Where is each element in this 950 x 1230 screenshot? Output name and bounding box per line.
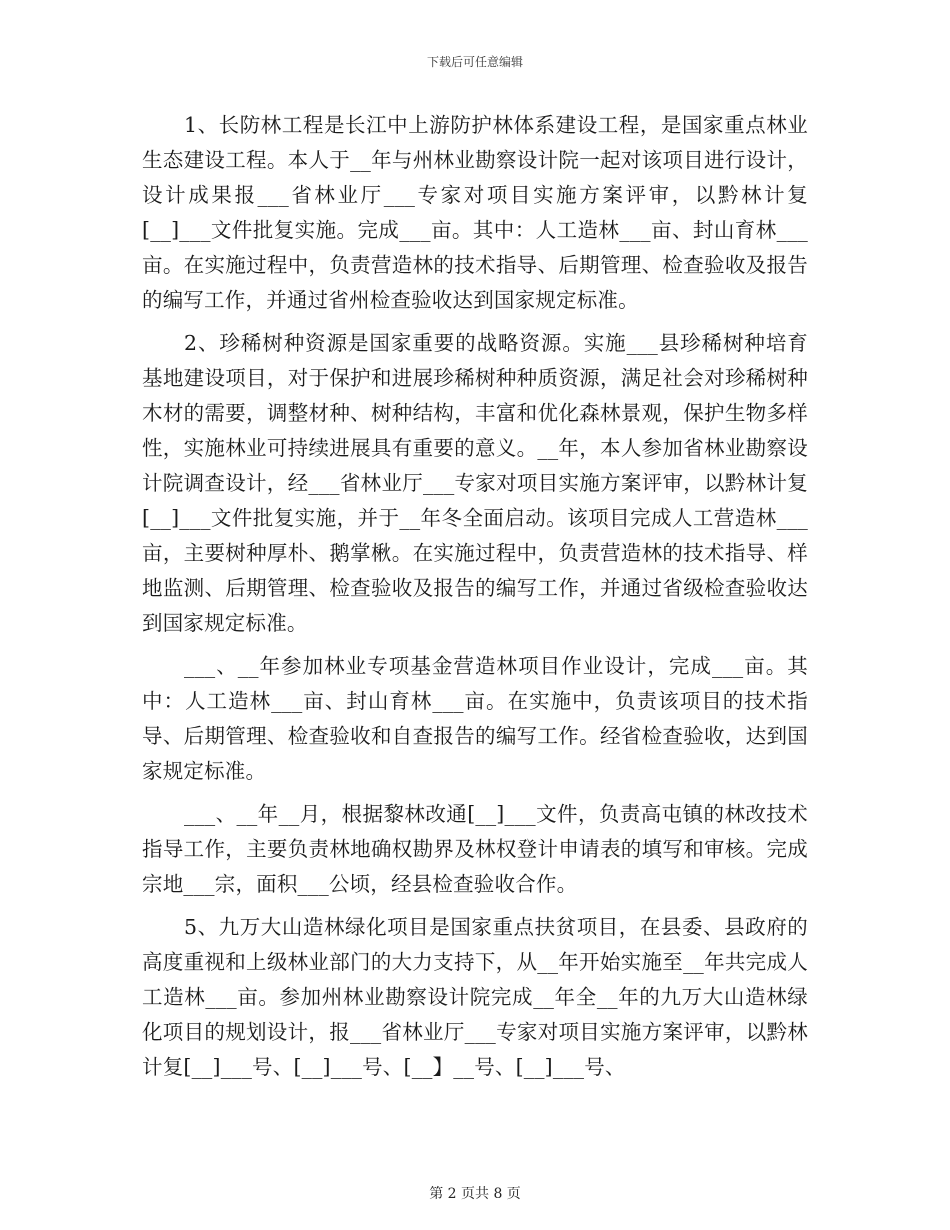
document-body xyxy=(142,108,808,1093)
paragraph-4: ___、__年__月，根据黎林改通[__]___文件，负责高屯镇的林改技术指导工作，主要负责林地确权勘界及林权登计申请表的填写和审核。完成宗地___宗，面积___公顷，经县检查验收合作。 xyxy=(142,802,808,896)
page-number: 第 2 页共 8 页 xyxy=(429,1186,521,1202)
paragraph-5: 5、九万大山造林绿化项目是国家重点扶贫项目，在县委、县政府的高度重视和上级林业部门的大力支持下，从__年开始实施至__年共完成人工造林___亩。参加州林业勘察设计院完成__年全__年的九万大山造林绿化项目的规划设计，报___省林业厅___专家对项目实施方案评审，以黔林计复[__]___号、[__]___号、[__】__号、[__]___号、 xyxy=(142,915,808,1079)
paragraph-2: 2、珍稀树种资源是国家重要的战略资源。实施___县珍稀树种培育基地建设项目，对于保护和进展珍稀树种种质资源，满足社会对珍稀树种木材的需要，调整材种、树种结构，丰富和优化森林景观，保护生物多样性，实施林业可持续进展具有重要的意义。__年，本人参加省林业勘察设计院调查设计，经___省林业厅___专家对项目实施方案评审，以黔林计复[__]___文件批复实施，并于__年冬全面启动。该项目完成人工营造林___亩，主要树种厚朴、鹅掌楸。在实施过程中，负责营造林的技术指导、样地监测、后期管理、检查验收及报告的编写工作，并通过省级检查验收达到国家规定标准。 xyxy=(142,331,808,635)
page-header-note: 下载后可任意编辑 xyxy=(426,55,523,69)
paragraph-3: ___、__年参加林业专项基金营造林项目作业设计，完成___亩。其中：人工造林___亩、封山育林___亩。在实施中，负责该项目的技术指导、后期管理、检查验收和自查报告的编写工作。经省检查验收，达到国家规定标准。 xyxy=(142,654,808,783)
paragraph-1: 1、长防林工程是长江中上游防护林体系建设工程，是国家重点林业生态建设工程。本人于__年与州林业勘察设计院一起对该项目进行设计，设计成果报___省林业厅___专家对项目实施方案评审，以黔林计复[__]___文件批复实施。完成___亩。其中：人工造林___亩、封山育林___亩。在实施过程中，负责营造林的技术指导、后期管理、检查验收及报告的编写工作，并通过省州检查验收达到国家规定标准。 xyxy=(142,113,808,312)
